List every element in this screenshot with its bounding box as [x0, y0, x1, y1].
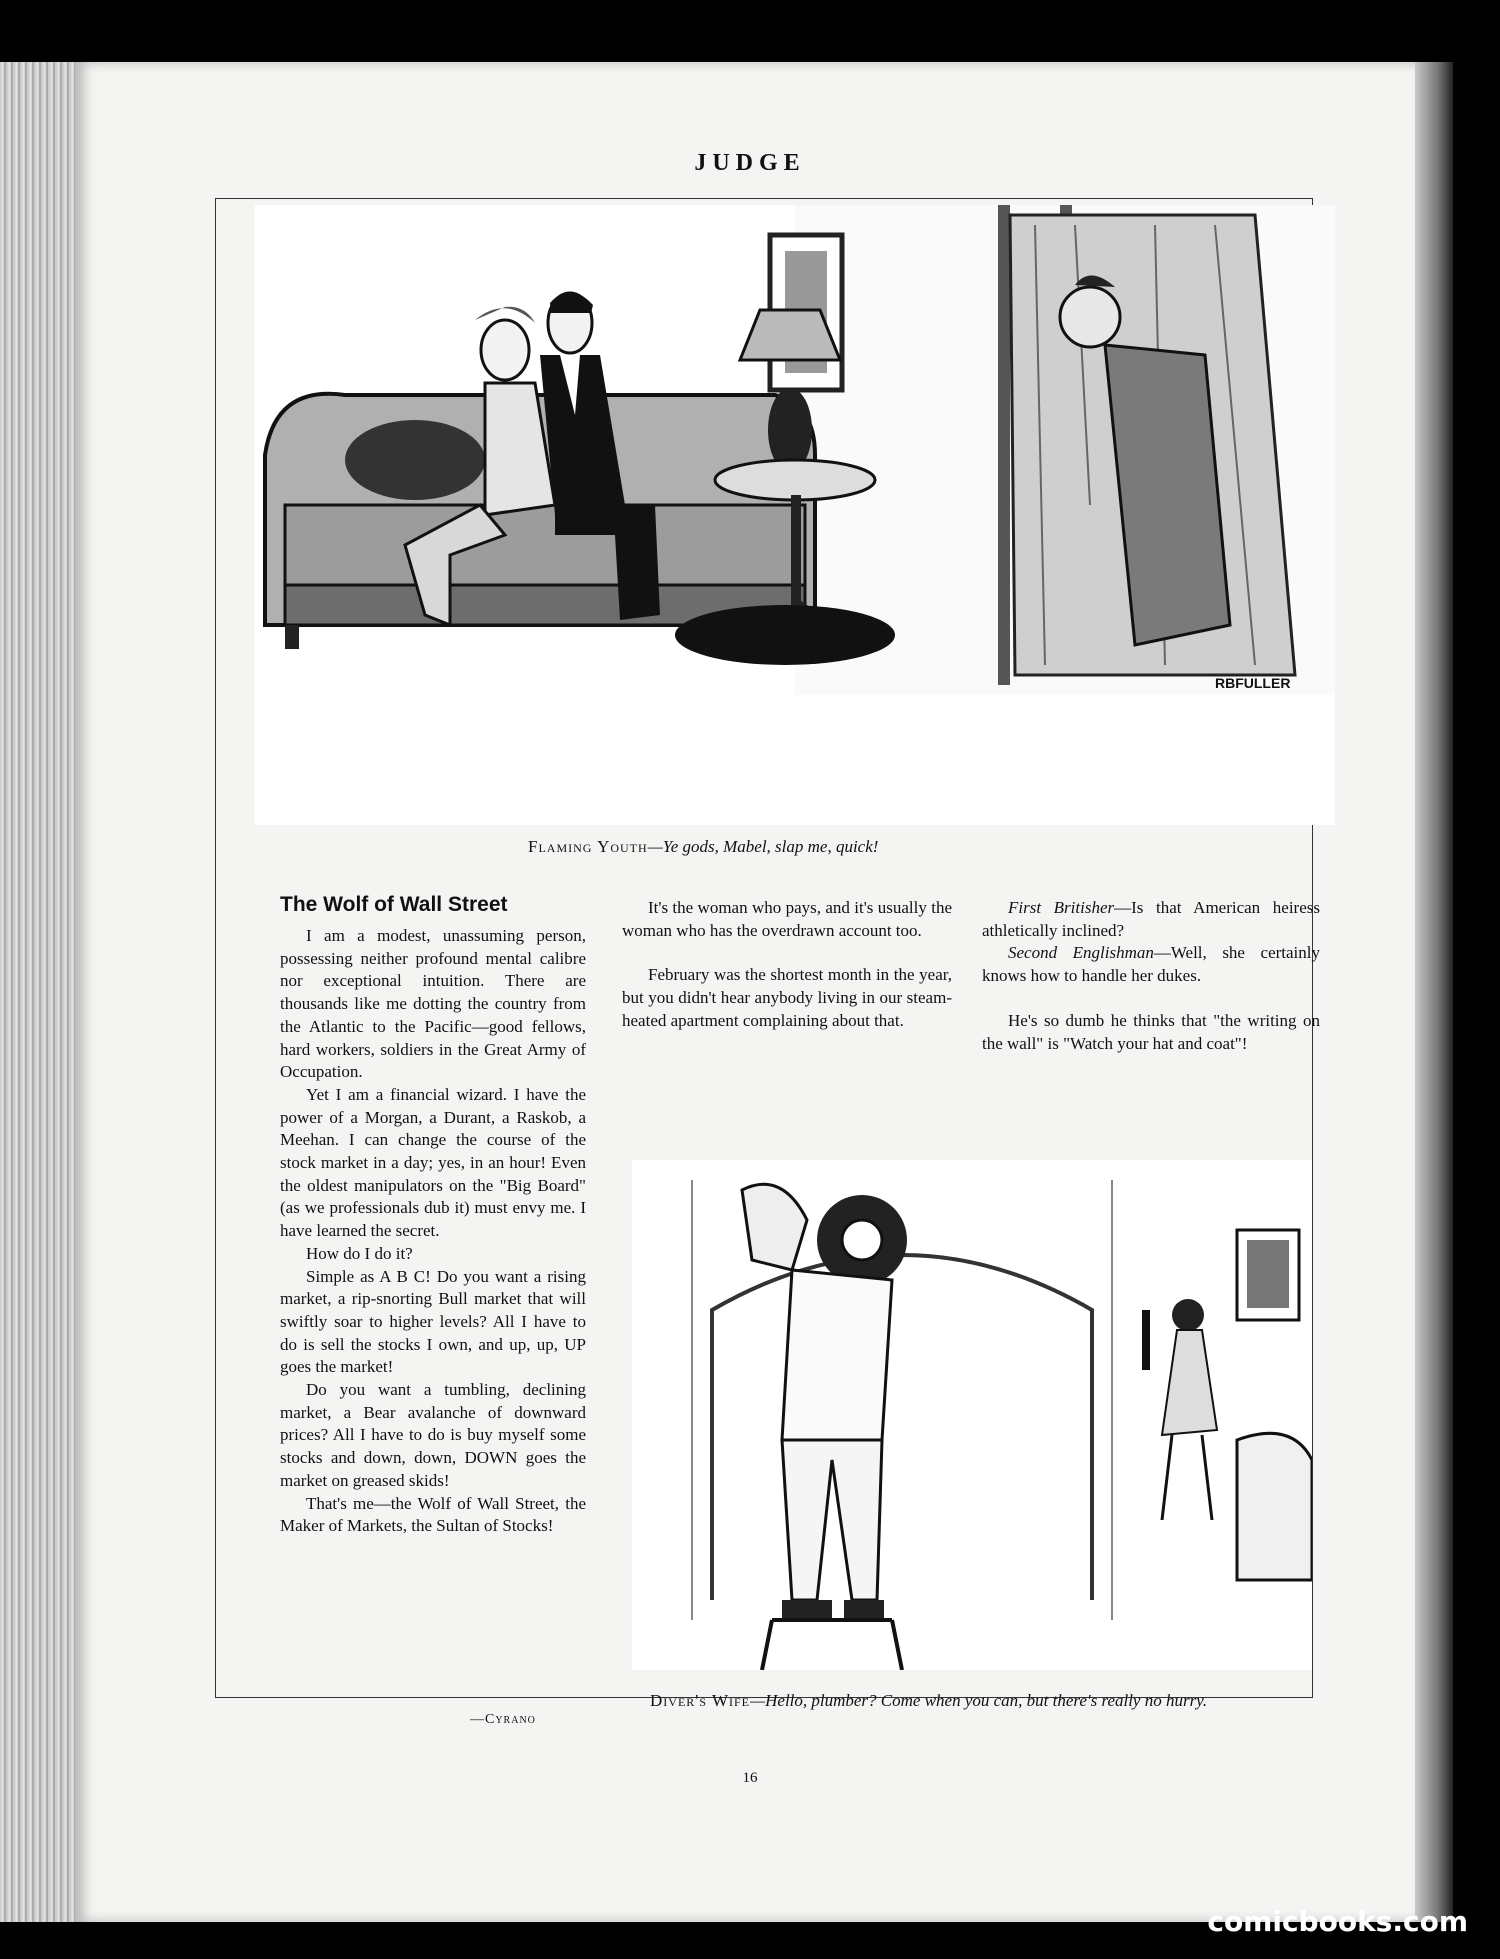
caption-speaker: Flaming Youth [528, 837, 648, 856]
joke-paragraph: February was the shortest month in the year, but you didn't hear anybody living in our steam-heated apartment complaining about that. [622, 965, 952, 1030]
caption-divers-wife [650, 1690, 1290, 1712]
caption-flaming-youth [528, 836, 1228, 858]
page-number: 16 [742, 1770, 758, 1786]
article-title: The Wolf of Wall Street [280, 893, 508, 916]
artist-signature: RBFULLER [1215, 675, 1291, 691]
joke-paragraph: It's the woman who pays, and it's usually the woman who has the overdrawn account too. [622, 898, 952, 940]
article-paragraph: Do you want a tumbling, declining market, a Bear avalanche of downward prices? All I have to do is buy myself some stocks and down, down, DOWN goes the market on greased skids! [280, 1380, 586, 1490]
article-byline: —Cyrano [470, 1712, 536, 1727]
article-paragraph: I am a modest, unassuming person, possessing neither profound mental calibre nor exceptional intuition. There are thousands like me dotting the country from the Atlantic to the Pacific—good fellows, hard workers, soldiers in the Great Army of Occupation. [280, 926, 586, 1082]
caption-speaker: Diver's Wife [650, 1691, 750, 1710]
cartoon-illustration [632, 1160, 1312, 1670]
masthead: JUDGE [694, 150, 806, 176]
cartoon-illustration [255, 205, 1335, 825]
jokes-column-2 [622, 897, 952, 1033]
joke-paragraph: He's so dumb he thinks that "the writing on the wall" is "Watch your hat and coat"! [982, 1010, 1320, 1053]
article-paragraph: Yet I am a financial wizard. I have the power of a Morgan, a Durant, a Raskob, a Meehan. I can change the course of the stock market in a day; yes, in an hour! Even the oldest manipulators on the "Big Board" (as we professionals dub it) must envy me. I have learned the secret. [280, 1084, 586, 1241]
article-paragraph: That's me—the Wolf of Wall Street, the Maker of Markets, the Sultan of Stocks! [280, 1493, 586, 1536]
cartoon-divers-wife [632, 1160, 1312, 1670]
article-paragraph: Simple as A B C! Do you want a rising market, a rip-snorting Bull market that will swiftly soar to higher levels? All I have to do is sell the stocks I own, and up, up, UP goes the market! [280, 1266, 586, 1377]
dialogue-line: —Is that American heiress athletically inclined? [982, 898, 1320, 940]
cartoon-flaming-youth [255, 205, 1335, 825]
book-page-edges [0, 62, 85, 1922]
jokes-column-3 [982, 897, 1320, 1055]
dialogue-line: —Well, she certainly knows how to handle her dukes. [982, 943, 1320, 986]
caption-quote: —Ye gods, Mabel, slap me, quick! [647, 837, 879, 856]
caption-quote: —Hello, plumber? Come when you can, but there's really no hurry. [750, 1691, 1208, 1710]
speaker-first-britisher: First Britisher [1008, 898, 1115, 917]
speaker-second-englishman: Second Englishman [1008, 943, 1154, 963]
watermark-text: comicbooks.com [1207, 1905, 1468, 1938]
article-column [280, 925, 586, 1538]
article-paragraph: How do I do it? [306, 1243, 413, 1263]
book-binding-shadow [1415, 62, 1453, 1922]
